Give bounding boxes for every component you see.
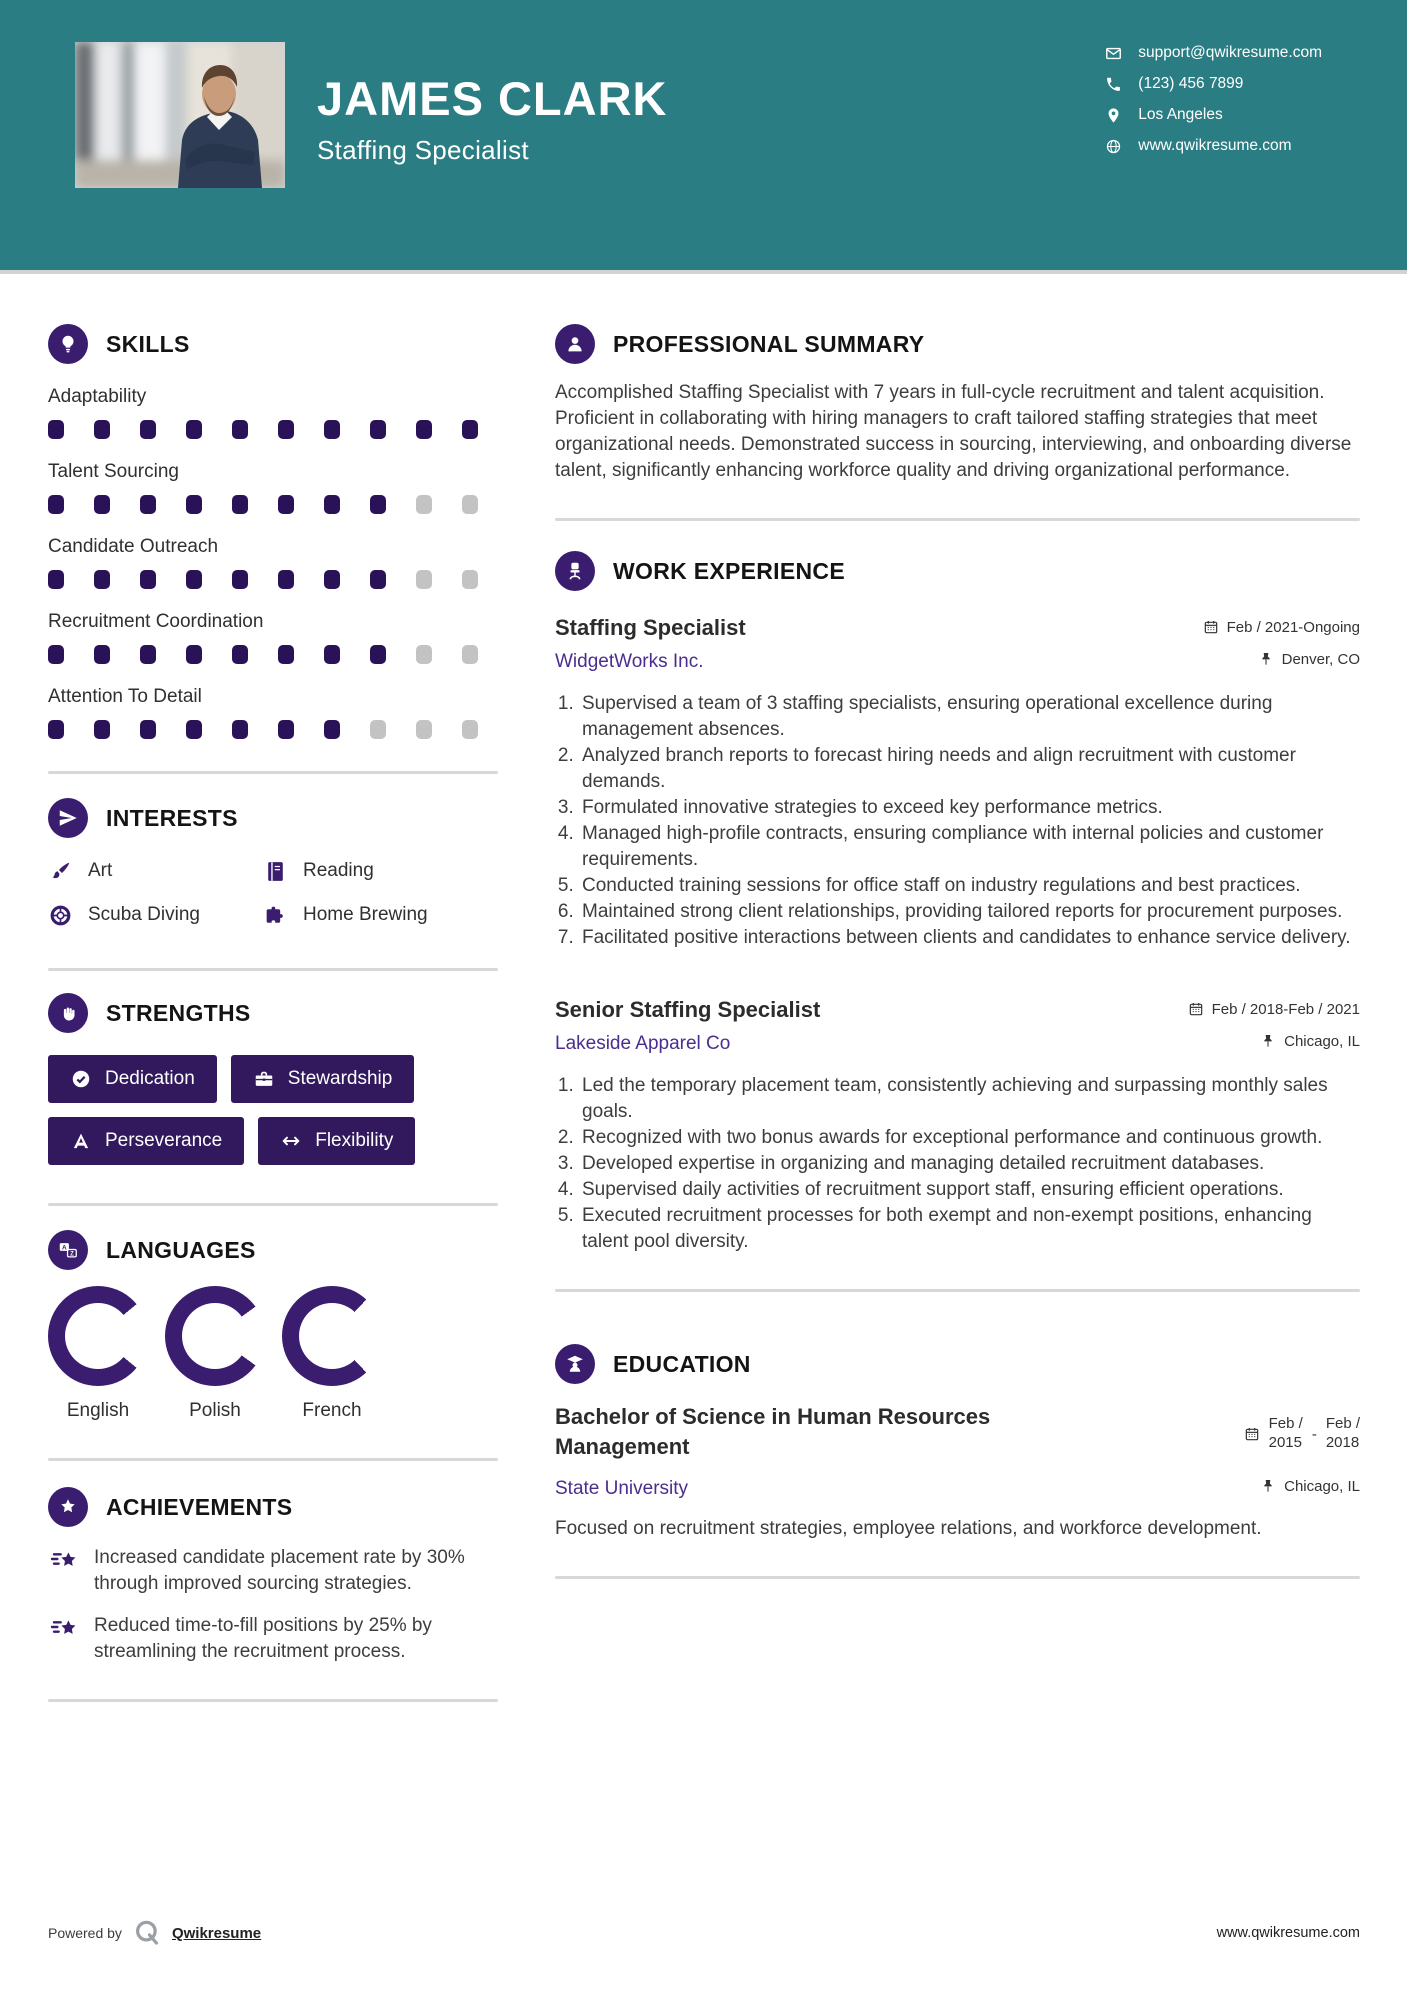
skill-dot-empty [416,495,432,514]
skill-dot-filled [186,645,202,664]
skill-dot-empty [462,720,478,739]
job-location-text: Denver, CO [1281,650,1360,668]
interest-item [263,858,498,884]
languages-heading-text: LANGUAGES [106,1236,256,1263]
interest-label: Reading [303,860,374,881]
language-label: English [66,1400,130,1421]
skill-dot-filled [140,645,156,664]
paper-plane-icon [48,798,88,838]
skill-dot-empty [416,570,432,589]
skills-heading-text: SKILLS [106,330,190,357]
experience-bullet: 5. Executed recruitment processes for both exempt and non-exempt positions, enhancing talent pool diversity. [579,1203,1360,1255]
pushpin-icon [1260,1033,1276,1049]
divider [48,1458,498,1461]
scuba-icon [48,903,73,928]
skill-item [48,459,498,514]
svg-text:Z: Z [70,1251,74,1258]
interest-label: Art [88,860,113,881]
skill-rating [48,720,498,739]
experience-bullet: 4. Supervised daily activities of recruitment support staff, ensuring efficient operations. [579,1177,1360,1203]
skill-dot-filled [232,495,248,514]
book-icon [263,859,288,884]
skill-dot-filled [140,570,156,589]
skill-dot-filled [370,645,386,664]
language-ring [282,1286,382,1386]
main-column [555,270,1360,1702]
education-start-date: Feb / 2015 [1268,1415,1303,1451]
achievement-item [48,1613,498,1665]
achievement-text: Increased candidate placement rate by 30% through improved sourcing strategies. [94,1547,465,1594]
education-end-date: Feb / 2018 [1325,1415,1360,1451]
divider [555,1576,1360,1579]
education-entry [555,1402,1360,1462]
interest-item [263,902,498,928]
summary-text: Accomplished Staffing Specialist with 7 years in full-cycle recruitment and talent acquisition. Proficient in collaborating with hiring managers to craft tailored staffing strategies that meet organizational needs. Demonstrated success in sourcing, interviewing, and onboarding diverse talent, significantly enhancing workforce quality and driving organizational performance. [555,382,1352,481]
strength-label: Stewardship [287,1068,393,1089]
skill-dot-filled [324,420,340,439]
degree-title: Bachelor of Science in Human Resources Management [555,1404,991,1459]
experience-section-heading [555,549,1360,593]
qwikresume-link[interactable]: Qwikresume [171,1924,262,1942]
skill-dot-filled [48,645,64,664]
achievement-text: Reduced time-to-fill positions by 25% by streamlining the recruitment process. [94,1615,432,1662]
lightbulb-icon [48,324,88,364]
skill-dot-filled [278,420,294,439]
experience-bullet: 3. Developed expertise in organizing and managing detailed recruitment databases. [579,1151,1360,1177]
language-label: Polish [189,1400,241,1421]
interest-label: Home Brewing [303,904,428,925]
footer-site-link[interactable]: www.qwikresume.com [1216,1925,1360,1941]
skill-label: Talent Sourcing [48,461,179,482]
envelope-icon [1105,45,1122,62]
experience-bullet-list [555,1073,1360,1255]
person-title: Staffing Specialist [317,135,529,166]
skill-label: Recruitment Coordination [48,611,264,632]
job-title: Senior Staffing Specialist [555,997,821,1022]
strengths-list [48,1055,498,1179]
skill-dot-empty [462,495,478,514]
skill-dot-filled [186,495,202,514]
skill-dot-filled [278,720,294,739]
qwikresume-logo-icon [132,1918,162,1948]
achievements-section-heading [48,1485,498,1529]
experience-bullet: 6. Maintained strong client relationships, providing tailored reports for procurement purposes. [579,899,1360,925]
skill-item [48,684,498,739]
interests-section-heading [48,796,498,840]
skill-dot-filled [48,495,64,514]
skill-dot-empty [416,720,432,739]
translate-icon [48,1230,88,1270]
skill-dot-empty [462,570,478,589]
experience-bullet: 5. Conducted training sessions for office staff on industry regulations and best practices. [579,873,1360,899]
sidebar [48,270,498,1702]
contact-phone-text: (123) 456 7899 [1138,75,1244,92]
contact-location-text: Los Angeles [1138,106,1223,123]
calendar-icon [1188,1001,1204,1017]
skill-label: Candidate Outreach [48,536,219,557]
office-chair-icon [555,551,595,591]
skills-list [48,384,498,739]
strength-pill [231,1055,415,1103]
job-dates-text: Feb / 2021-Ongoing [1226,618,1360,636]
job-entry [555,995,1360,1255]
language-ring [48,1286,148,1386]
experience-bullet: 2. Analyzed branch reports to forecast hiring needs and align recruitment with customer demands. [579,743,1360,795]
job-dates [1203,619,1360,636]
skill-dot-filled [416,420,432,439]
skill-dot-filled [232,645,248,664]
skill-dot-filled [232,570,248,589]
job-location [1258,651,1360,668]
strengths-section-heading [48,991,498,1035]
summary-heading-text: PROFESSIONAL SUMMARY [613,330,925,357]
calendar-icon [1244,1426,1260,1442]
skill-dot-filled [324,645,340,664]
pushpin-icon [1260,1478,1276,1494]
education-dates [1244,1406,1360,1462]
contact-email-text: support@qwikresume.com [1138,44,1322,61]
skill-dot-filled [140,495,156,514]
job-entry [555,613,1360,951]
skill-dot-filled [94,495,110,514]
interests-list [48,858,498,928]
skill-dot-filled [462,420,478,439]
language-ring [165,1286,265,1386]
person-icon [555,324,595,364]
phone-icon [1105,76,1122,93]
pushpin-icon [1258,651,1274,667]
language-item [48,1286,148,1422]
languages-list [48,1286,498,1422]
skill-dot-filled [370,570,386,589]
experience-bullet: 3. Formulated innovative strategies to exceed key performance metrics. [579,795,1360,821]
shooting-star-icon [48,1615,80,1647]
date-separator: - [1311,1425,1317,1443]
achievement-item [48,1545,498,1597]
job-dates [1188,1001,1360,1018]
contact-phone [1105,75,1322,93]
footer [48,1918,1360,1948]
skill-rating [48,570,498,589]
skill-dot-filled [278,570,294,589]
skill-dot-filled [94,420,110,439]
contact-list [1105,42,1322,155]
experience-heading-text: WORK EXPERIENCE [613,557,845,584]
svg-text:A: A [62,1244,67,1252]
company-link[interactable]: WidgetWorks Inc. [555,651,704,672]
contact-website[interactable] [1105,137,1322,155]
graduation-icon [555,1344,595,1384]
skill-dot-filled [232,420,248,439]
strength-label: Flexibility [315,1130,394,1151]
strength-label: Dedication [105,1068,195,1089]
powered-by-text: Powered by [48,1925,122,1941]
company-link[interactable]: Lakeside Apparel Co [555,1033,731,1054]
check-circle-icon [70,1068,92,1090]
experience-bullet: 4. Managed high-profile contracts, ensuring compliance with internal policies and customer requirements. [579,821,1360,873]
interest-label: Scuba Diving [88,904,200,925]
fist-icon [48,993,88,1033]
skill-item [48,384,498,439]
interest-item [48,858,263,884]
languages-section-heading [48,1228,498,1272]
job-location-text: Chicago, IL [1284,1032,1360,1050]
skills-section-heading [48,322,498,366]
education-location-text: Chicago, IL [1284,1477,1360,1495]
skill-label: Attention To Detail [48,686,202,707]
skill-dot-filled [94,570,110,589]
interests-heading-text: INTERESTS [106,804,238,831]
skill-dot-filled [324,570,340,589]
experience-bullet: 1. Supervised a team of 3 staffing specialists, ensuring operational excellence during management absences. [579,691,1360,743]
calendar-icon [1203,619,1219,635]
skill-item [48,534,498,589]
experience-bullet: 1. Led the temporary placement team, consistently achieving and surpassing monthly sales goals. [579,1073,1360,1125]
strength-label: Perseverance [105,1130,223,1151]
skill-dot-filled [370,495,386,514]
summary-section-heading [555,322,1360,366]
skill-dot-filled [232,720,248,739]
divider [48,968,498,971]
skill-dot-filled [186,420,202,439]
paintbrush-icon [48,859,73,884]
puzzle-icon [263,903,288,928]
skill-rating [48,495,498,514]
job-location [1260,1033,1360,1050]
contact-location [1105,106,1322,124]
interest-item [48,902,263,928]
skill-dot-filled [278,645,294,664]
contact-email[interactable] [1105,44,1322,62]
briefcase-icon [253,1068,275,1090]
school-link[interactable]: State University [555,1478,689,1499]
skill-rating [48,645,498,664]
profile-photo [75,42,285,188]
divider [555,1289,1360,1292]
language-item [282,1286,382,1422]
skill-dot-filled [370,420,386,439]
skill-dot-filled [324,495,340,514]
divider [48,771,498,774]
education-heading-text: EDUCATION [613,1350,751,1377]
job-title: Staffing Specialist [555,615,746,640]
strength-pill [258,1117,415,1165]
star-circle-icon [48,1487,88,1527]
language-item [165,1286,265,1422]
globe-icon [1105,138,1122,155]
skill-dot-filled [48,720,64,739]
skill-dot-filled [140,720,156,739]
shooting-star-icon [48,1547,80,1579]
experience-bullet: 7. Facilitated positive interactions between clients and candidates to enhance service delivery. [579,925,1360,951]
divider [48,1203,498,1206]
divider [555,518,1360,521]
achievements-heading-text: ACHIEVEMENTS [106,1493,293,1520]
profile-photo-image [75,42,285,188]
skill-dot-empty [370,720,386,739]
skill-dot-filled [278,495,294,514]
skill-dot-filled [140,420,156,439]
arrows-icon [280,1130,302,1152]
contact-website-text: www.qwikresume.com [1138,137,1292,154]
person-name: JAMES CLARK [317,72,668,125]
skill-dot-empty [462,645,478,664]
achievements-list [48,1545,498,1665]
skill-item [48,609,498,664]
skill-dot-filled [48,570,64,589]
skill-dot-filled [186,570,202,589]
skill-dot-filled [94,645,110,664]
education-description: Focused on recruitment strategies, employee relations, and workforce development. [555,1518,1262,1539]
pin-icon [1105,107,1122,124]
skill-dot-filled [324,720,340,739]
skill-dot-empty [416,645,432,664]
education-section-heading [555,1342,1360,1386]
experience-bullet-list [555,691,1360,951]
strength-pill [48,1117,244,1165]
strength-pill [48,1055,217,1103]
language-label: French [302,1400,362,1421]
education-location [1260,1478,1360,1495]
experience-bullet: 2. Recognized with two bonus awards for exceptional performance and continuous growth. [579,1125,1360,1151]
skill-dot-filled [48,420,64,439]
job-dates-text: Feb / 2018-Feb / 2021 [1211,1000,1360,1018]
strengths-heading-text: STRENGTHS [106,999,251,1026]
mountain-icon [70,1130,92,1152]
skill-rating [48,420,498,439]
skill-dot-filled [186,720,202,739]
header [0,0,1407,270]
divider [48,1699,498,1702]
skill-label: Adaptability [48,386,147,407]
skill-dot-filled [94,720,110,739]
